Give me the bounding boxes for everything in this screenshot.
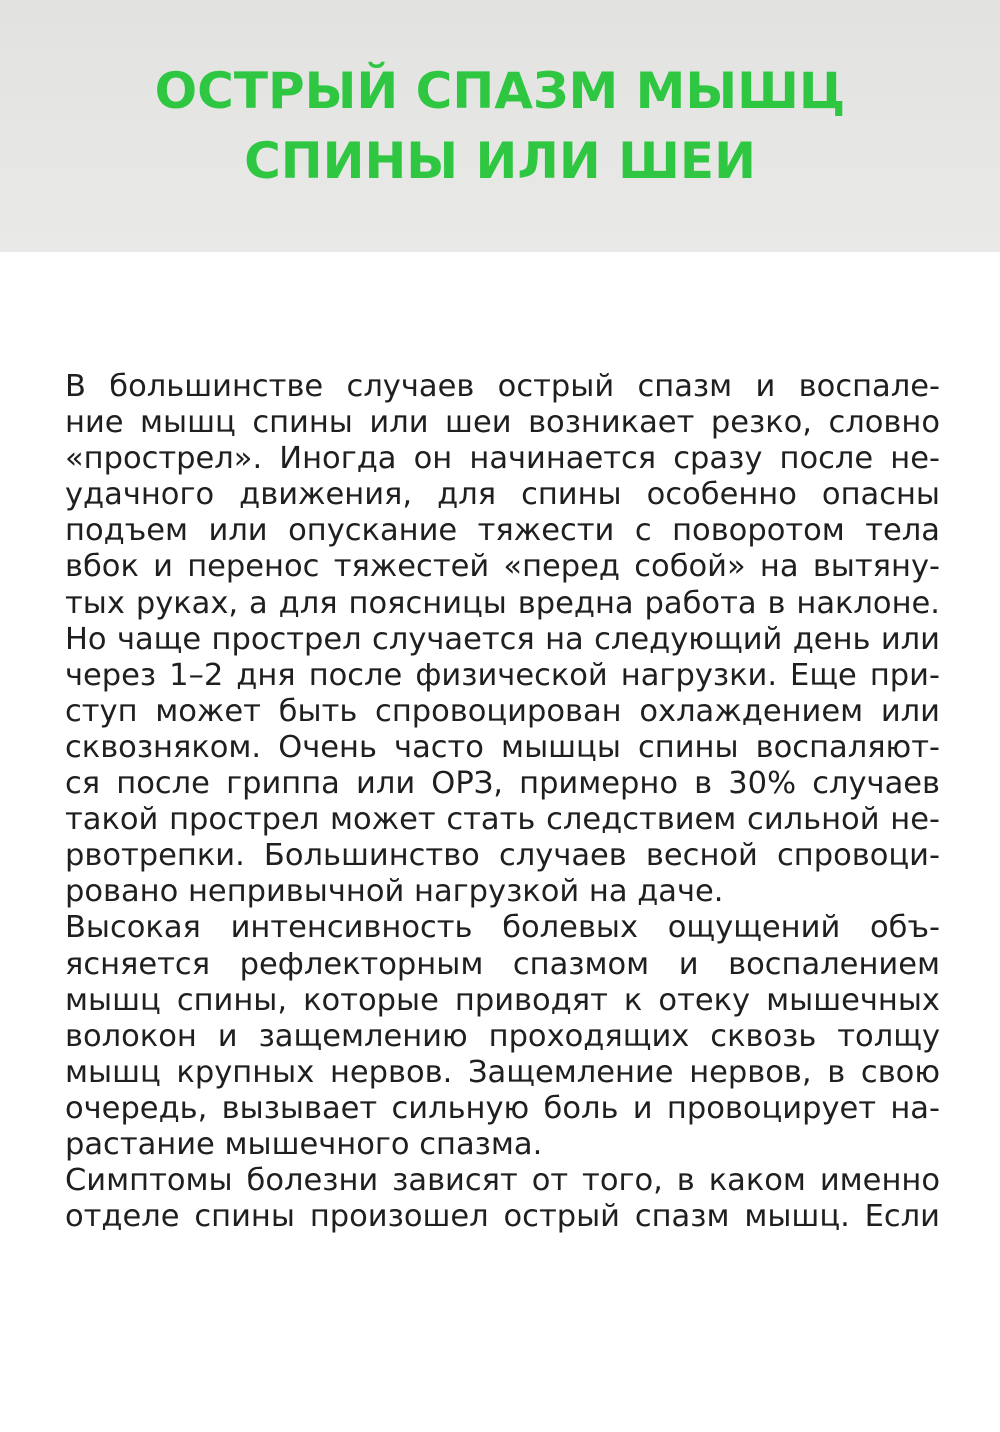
text-line: ступ может быть спровоцирован охлаждением или xyxy=(65,693,940,729)
page-title xyxy=(0,56,1000,196)
text-line: мышц спины, которые приводят к отеку мышечных xyxy=(65,982,940,1018)
text-line: вбок и перенос тяжестей «перед собой» на вытяну- xyxy=(65,549,940,585)
text-line: ние мышц спины или шеи возникает резко, словно xyxy=(65,405,940,441)
text-line: очередь, вызывает сильную боль и провоцирует на- xyxy=(65,1090,940,1126)
paragraph xyxy=(65,1163,940,1235)
text-line: такой прострел может стать следствием сильной не- xyxy=(65,802,940,838)
text-line: удачного движения, для спины особенно опасны xyxy=(65,477,940,513)
text-line: Но чаще прострел случается на следующий день или xyxy=(65,621,940,657)
page-title-line-1: ОСТРЫЙ СПАЗМ МЫШЦ xyxy=(154,62,846,120)
text-line: подъем или опускание тяжести с поворотом тела xyxy=(65,513,940,549)
text-line: ровано непривычной нагрузкой на даче. xyxy=(65,874,724,910)
text-line: Симптомы болезни зависят от того, в каком именно xyxy=(65,1163,940,1199)
text-line: отделе спины произошел острый спазм мышц. Если xyxy=(65,1199,940,1235)
text-line: ся после гриппа или ОРЗ, примерно в 30% случаев xyxy=(65,766,940,802)
text-line: растание мышечного спазма. xyxy=(65,1126,543,1162)
text-line: В большинстве случаев острый спазм и воспале- xyxy=(65,369,940,404)
article-body xyxy=(65,369,940,1235)
text-line: через 1–2 дня после физической нагрузки. Еще при- xyxy=(65,657,940,693)
text-line: сквозняком. Очень часто мышцы спины воспаляют- xyxy=(65,729,940,765)
paragraph xyxy=(65,910,940,1163)
text-line: «прострел». Иногда он начинается сразу после не- xyxy=(65,441,940,477)
page-title-line-2: СПИНЫ ИЛИ ШЕИ xyxy=(244,132,756,190)
text-line: ясняется рефлекторным спазмом и воспалением xyxy=(65,946,940,982)
text-line: Высокая интенсивность болевых ощущений объ- xyxy=(65,910,940,946)
text-line: рвотрепки. Большинство случаев весной спровоци- xyxy=(65,838,940,874)
text-line: мышц крупных нервов. Защемление нервов, в свою xyxy=(65,1054,940,1090)
paragraph xyxy=(65,369,940,910)
text-line: тых руках, а для поясницы вредна работа в наклоне. xyxy=(65,585,940,621)
text-line: волокон и защемлению проходящих сквозь толщу xyxy=(65,1018,940,1054)
